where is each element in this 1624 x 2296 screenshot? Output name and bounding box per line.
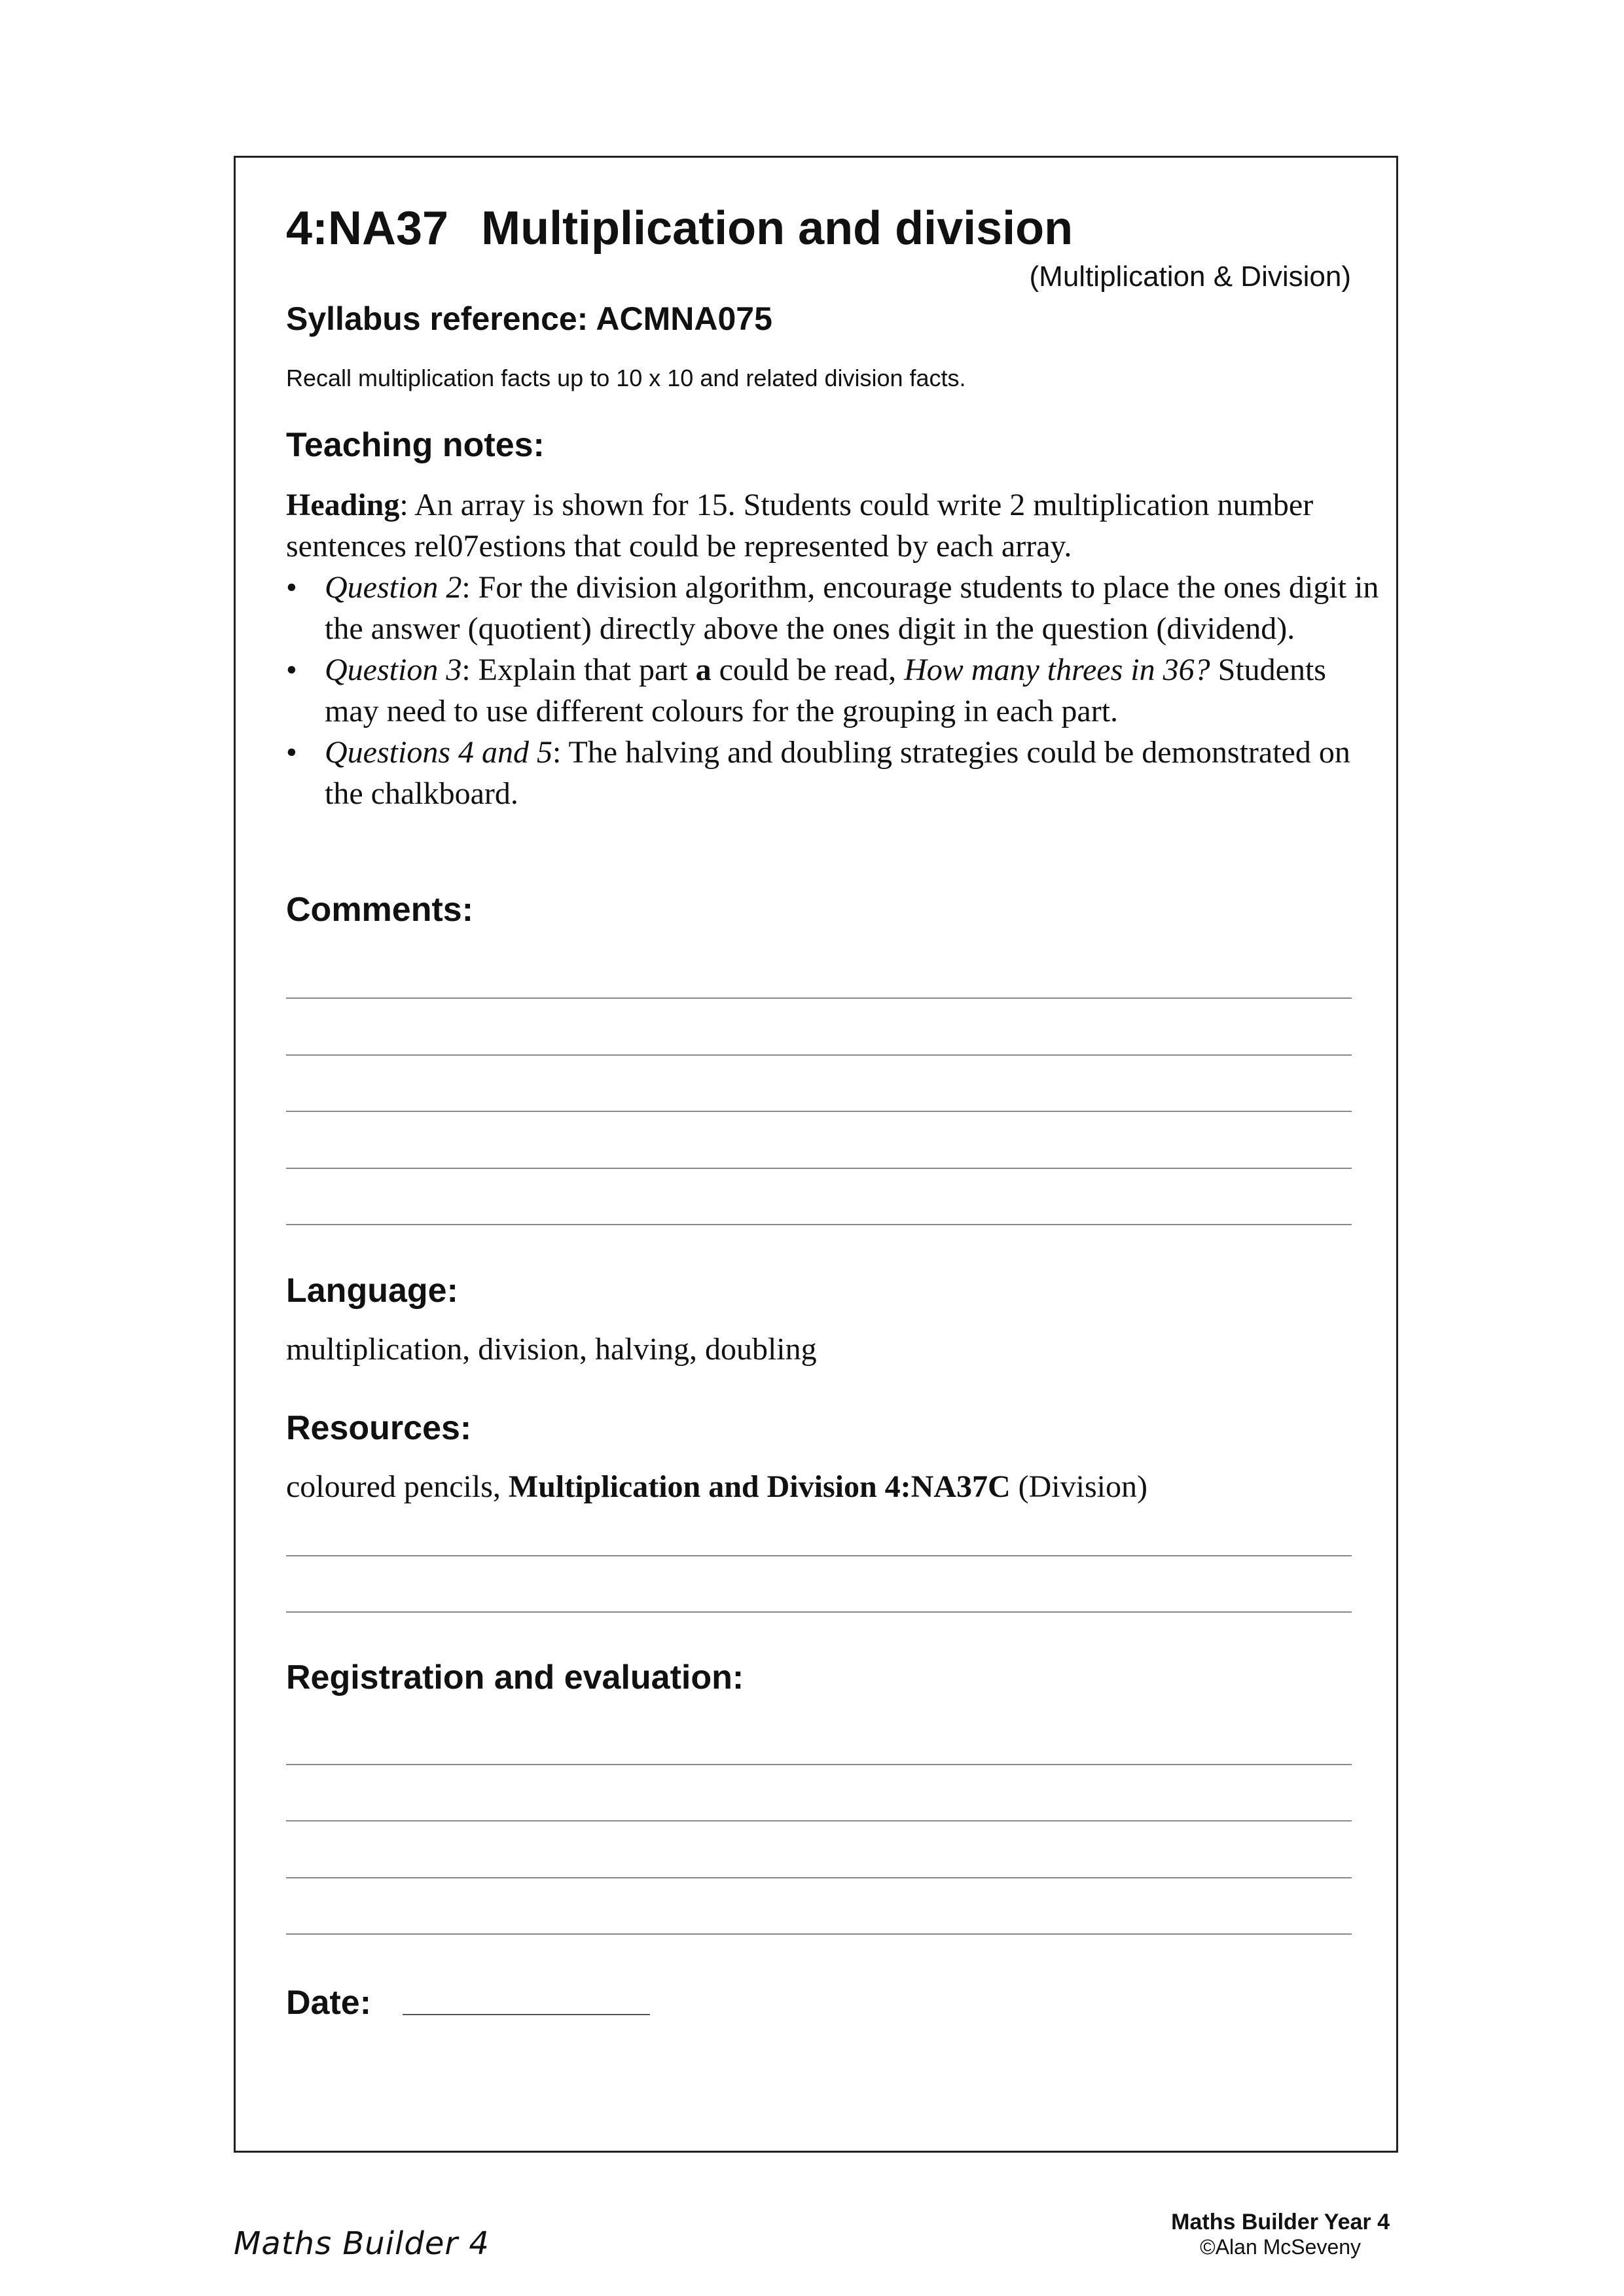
comments-line[interactable]	[286, 1224, 1352, 1225]
title-code: 4:NA37	[286, 202, 449, 255]
resources-plain: coloured pencils,	[286, 1469, 509, 1504]
title-text: Multiplication and division	[481, 202, 1074, 255]
teaching-intro-paragraph	[286, 484, 1386, 567]
teaching-notes-list	[286, 567, 1386, 814]
list-item	[286, 649, 1386, 732]
bullet-label: Question 2	[325, 570, 462, 605]
bullet-label: Question 3	[325, 653, 462, 687]
bullet-label: Questions 4 and 5	[325, 735, 552, 770]
bullet-text: : The halving and doubling strategies could be demonstrated on the chalkboard.	[325, 735, 1350, 811]
registration-line[interactable]	[286, 1877, 1352, 1878]
list-item	[286, 567, 1386, 649]
intro-label: Heading	[286, 488, 400, 522]
bullet-bold: a	[695, 653, 712, 687]
page-subtitle: (Multiplication & Division)	[1029, 260, 1351, 293]
footer-copyright: ©Alan McSeveny	[1200, 2235, 1362, 2259]
resources-bold: Multiplication and Division 4:NA37C	[508, 1469, 1011, 1504]
language-heading: Language:	[286, 1272, 458, 1310]
comments-line[interactable]	[286, 1111, 1352, 1112]
intro-text: : An array is shown for 15. Students could write 2 multiplication number sentences rel07estions that could be represented by each array.	[286, 488, 1314, 564]
date-field-line[interactable]	[403, 2014, 650, 2015]
bullet-text: could be read,	[711, 653, 905, 687]
resources-line[interactable]	[286, 1555, 1352, 1556]
comments-line[interactable]	[286, 1054, 1352, 1056]
comments-heading: Comments:	[286, 891, 474, 929]
objective-text: Recall multiplication facts up to 10 x 10 and related division facts.	[286, 365, 966, 391]
bullet-text: Students may need to use different colours for the grouping in each part.	[325, 653, 1326, 728]
comments-line[interactable]	[286, 997, 1352, 999]
comments-line[interactable]	[286, 1168, 1352, 1169]
footer-credit	[1171, 2210, 1390, 2259]
date-label: Date:	[286, 1984, 372, 2022]
resources-text	[286, 1466, 1147, 1507]
resources-plain: (Division)	[1010, 1469, 1147, 1504]
footer-book-title: Maths Builder 4	[234, 2225, 490, 2262]
bullet-icon: •	[286, 735, 297, 770]
list-item	[286, 732, 1386, 814]
resources-heading: Resources:	[286, 1409, 472, 1447]
registration-heading: Registration and evaluation:	[286, 1659, 744, 1696]
language-text: multiplication, division, halving, doubling	[286, 1332, 817, 1367]
bullet-italic: How many threes in 36?	[904, 653, 1210, 687]
bullet-icon: •	[286, 653, 297, 687]
bullet-text: : Explain that part	[461, 653, 696, 687]
registration-line[interactable]	[286, 1933, 1352, 1935]
teaching-notes-heading: Teaching notes:	[286, 426, 545, 464]
page-title	[286, 202, 1073, 255]
syllabus-reference: Syllabus reference: ACMNA075	[286, 300, 772, 337]
bullet-icon: •	[286, 570, 297, 605]
resources-line[interactable]	[286, 1611, 1352, 1613]
registration-line[interactable]	[286, 1820, 1352, 1821]
footer-series: Maths Builder Year 4	[1171, 2210, 1390, 2234]
registration-line[interactable]	[286, 1764, 1352, 1765]
bullet-text: : For the division algorithm, encourage students to place the ones digit in the answer (quotient) directly above the ones digit in the question (dividend).	[325, 570, 1379, 646]
